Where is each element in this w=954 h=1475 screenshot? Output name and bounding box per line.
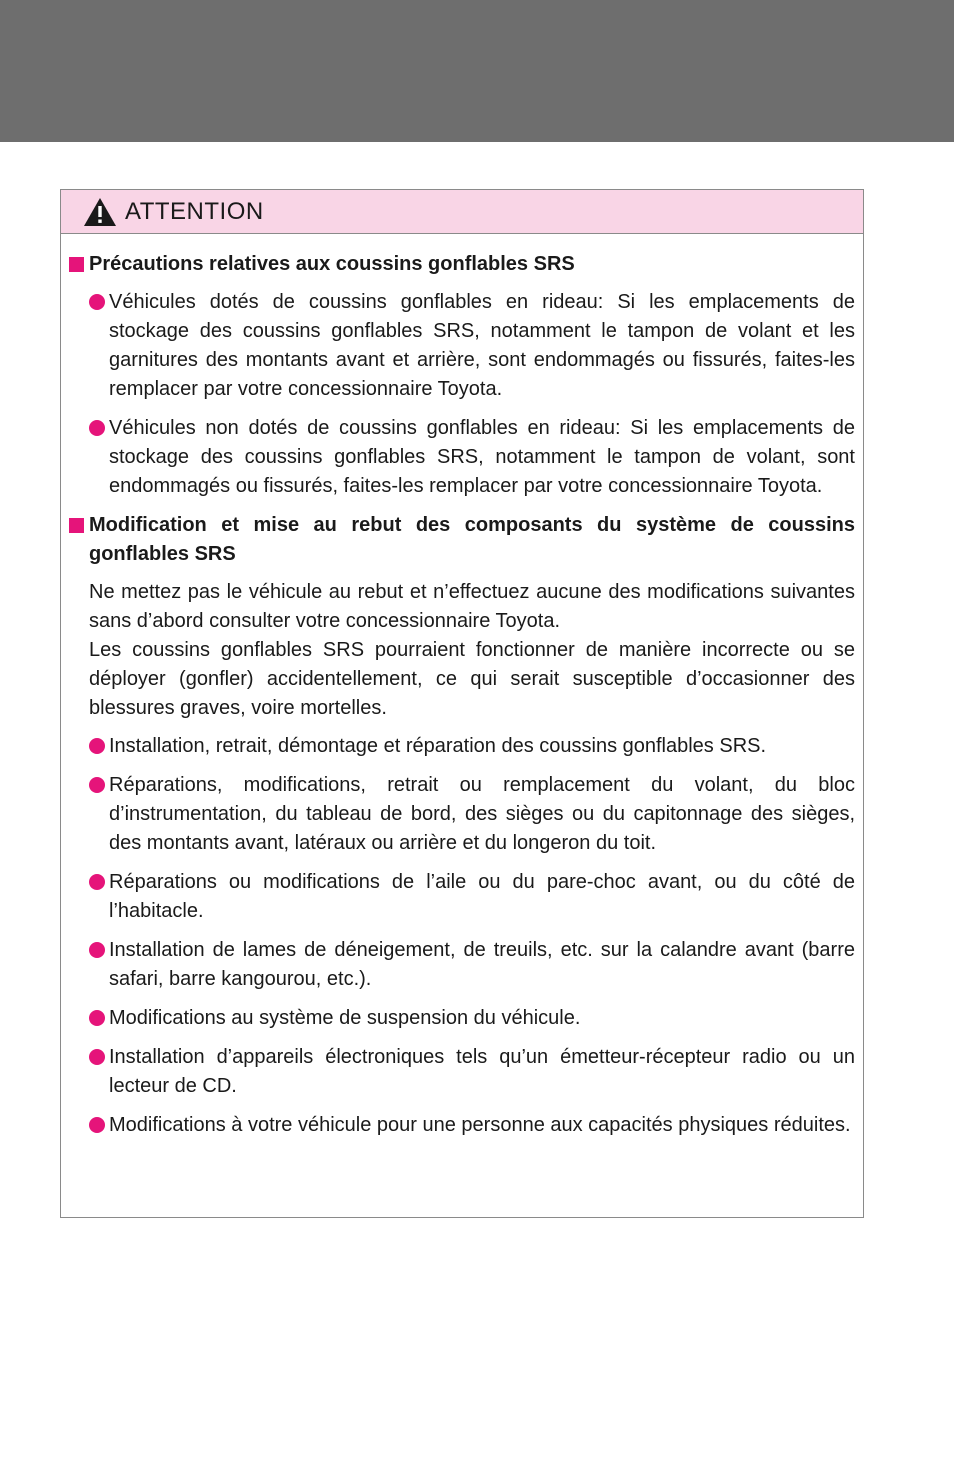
bullet-list [89, 732, 855, 1140]
circle-bullet-icon [89, 942, 105, 958]
section-heading: Précautions relatives aux coussins gonflables SRS [89, 250, 855, 279]
list-item: Véhicules non dotés de coussins gonflables en rideau: Si les emplacements de stockage des coussins gonflables SRS, notamment le tampon de volant, sont endommagés ou fissurés, faites-les remplacer par votre concessionnaire Toyota. [89, 414, 855, 501]
circle-bullet-icon [89, 874, 105, 890]
paragraph: Ne mettez pas le véhicule au rebut et n’effectuez aucune des modifications suivantes sans d’abord consulter votre concessionnaire Toyota. [89, 581, 855, 632]
square-bullet-icon [69, 518, 84, 533]
list-item: Installation, retrait, démontage et réparation des coussins gonflables SRS. [89, 732, 855, 761]
bullet-list [89, 288, 855, 501]
square-bullet-icon [69, 257, 84, 272]
attention-box [60, 189, 864, 1218]
circle-bullet-icon [89, 1010, 105, 1026]
list-item: Installation d’appareils électroniques tels qu’un émetteur-récepteur radio ou un lecteur de CD. [89, 1043, 855, 1101]
section-airbag-precautions [69, 250, 855, 501]
circle-bullet-icon [89, 1049, 105, 1065]
section-heading: Modification et mise au rebut des composants du système de coussins gonflables SRS [89, 511, 855, 569]
attention-body [61, 234, 863, 1140]
warning-triangle-icon [83, 197, 117, 227]
page-header-band [0, 0, 954, 142]
list-item: Installation de lames de déneigement, de treuils, etc. sur la calandre avant (barre safari, barre kangourou, etc.). [89, 936, 855, 994]
attention-title: ATTENTION [125, 197, 264, 225]
section-modification-disposal [69, 511, 855, 1140]
circle-bullet-icon [89, 777, 105, 793]
circle-bullet-icon [89, 294, 105, 310]
circle-bullet-icon [89, 1117, 105, 1133]
list-item: Réparations, modifications, retrait ou remplacement du volant, du bloc d’instrumentation, du tableau de bord, des sièges ou du capitonnage des sièges, des montants avant, latéraux ou arrière et du longeron du toit. [89, 771, 855, 858]
circle-bullet-icon [89, 738, 105, 754]
paragraph: Les coussins gonflables SRS pourraient fonctionner de manière incorrecte ou se déployer (gonfler) accidentellement, ce qui serait susceptible d’occasionner des blessures graves, voire mortelles. [89, 639, 855, 719]
list-item: Véhicules dotés de coussins gonflables en rideau: Si les emplacements de stockage des coussins gonflables SRS, notamment le tampon de volant et les garnitures des montants avant et arrière, sont endommagés ou fissurés, faites-les remplacer par votre concessionnaire Toyota. [89, 288, 855, 404]
list-item: Réparations ou modifications de l’aile ou du pare-choc avant, ou du côté de l’habitacle. [89, 868, 855, 926]
list-item: Modifications à votre véhicule pour une personne aux capacités physiques réduites. [89, 1111, 855, 1140]
circle-bullet-icon [89, 420, 105, 436]
list-item: Modifications au système de suspension du véhicule. [89, 1004, 855, 1033]
attention-header [61, 190, 863, 234]
